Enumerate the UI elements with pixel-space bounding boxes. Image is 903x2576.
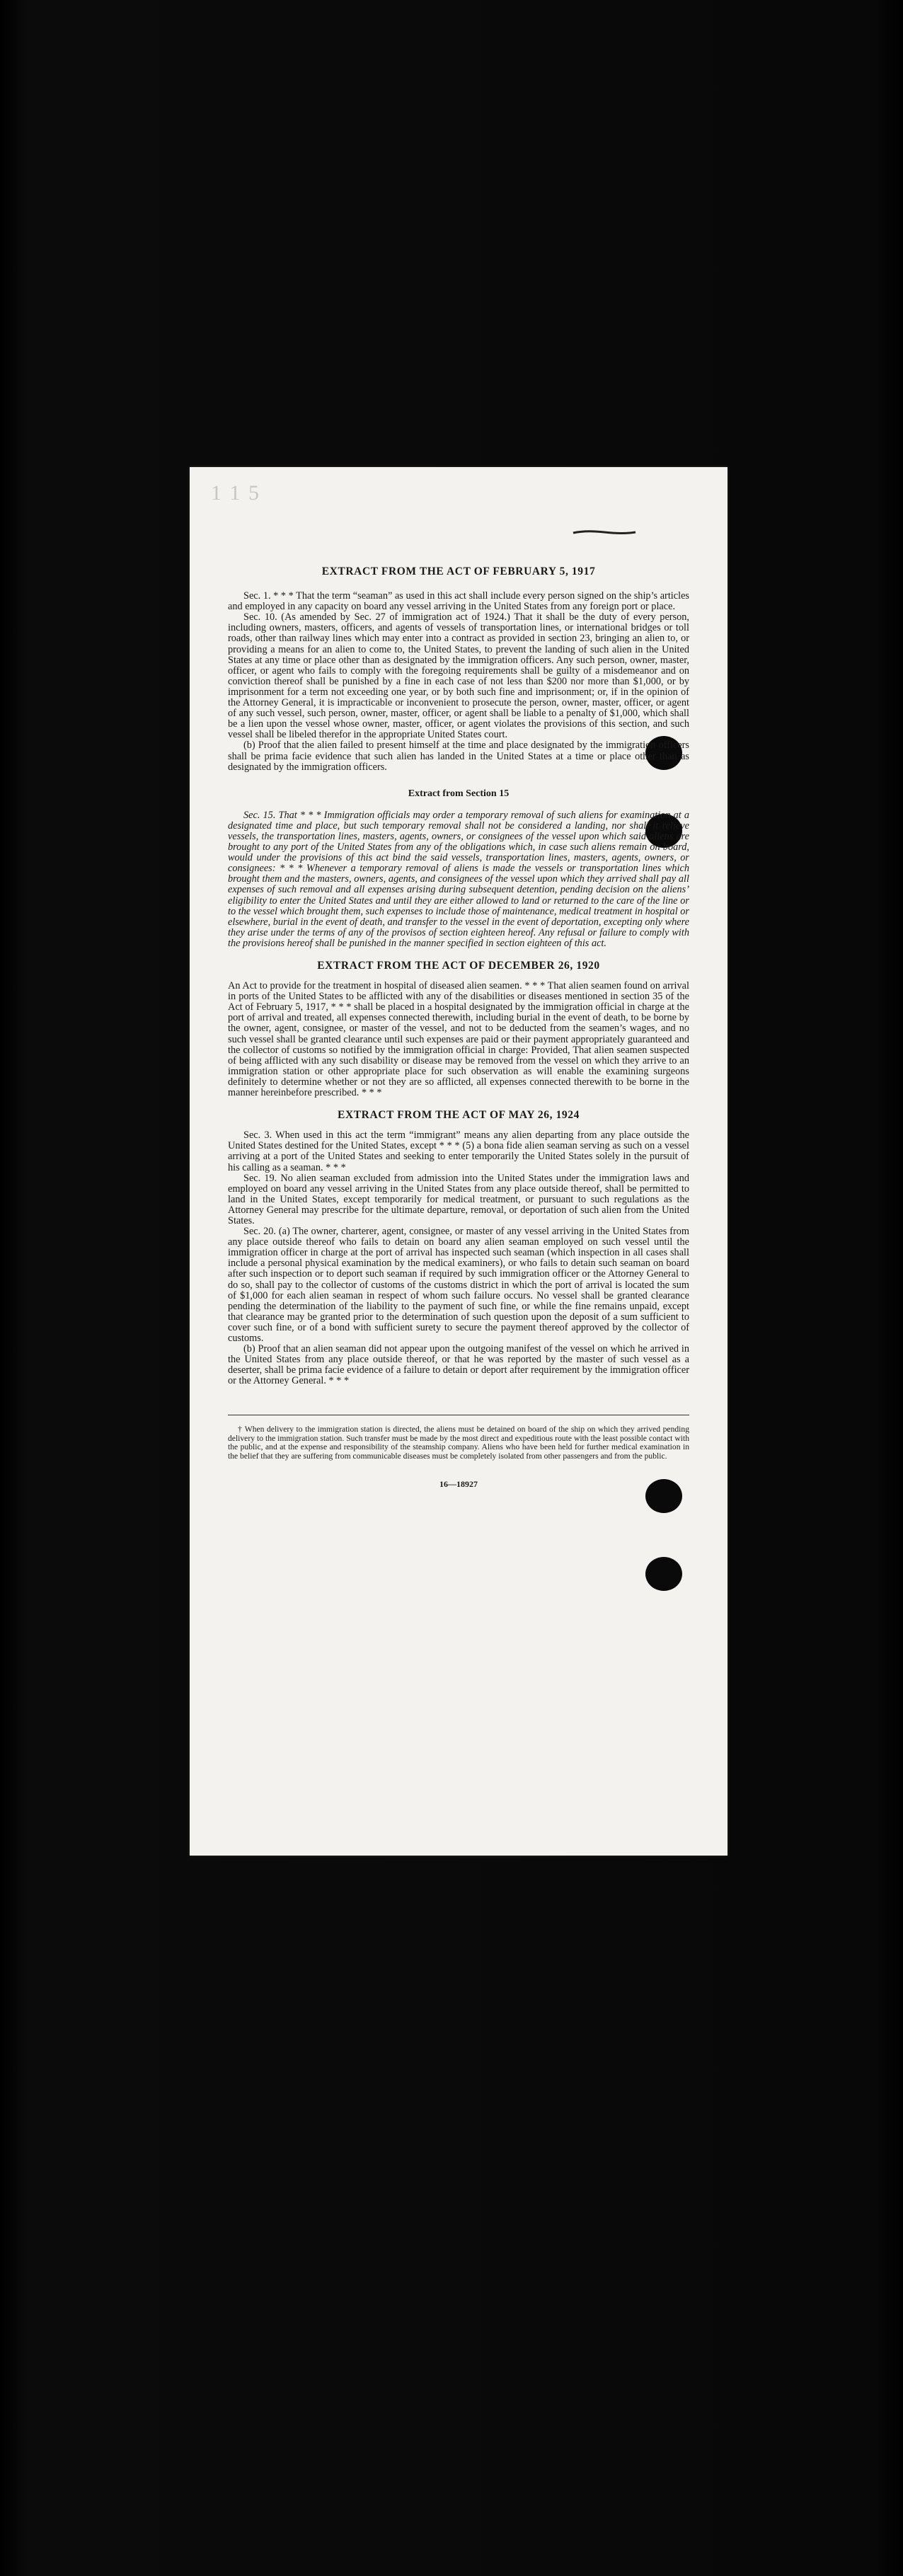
heading-act-1920: EXTRACT FROM THE ACT OF DECEMBER 26, 1920 [317,960,600,972]
section-20b-text: (b) Proof that an alien seaman did not appear upon the outgoing manifest of the vessel on which he arrived in the United States from any place outside thereof, or that he was reported by the master of such vessel as a deserter, shall be prima facie evidence of a failure to detain or deport after requirement by the immigration officer or the Attorney General. * * * [228,1343,689,1387]
heading-act-1924: EXTRACT FROM THE ACT OF MAY 26, 1924 [338,1109,580,1122]
corner-dash-mark [572,529,637,535]
section-1-text: Sec. 1. * * * That the term “seaman” as used in this act shall include every person signed on the ship’s articles and employed in any capacity on board any vessel arriving in the United States from any foreign port or place. [228,590,689,613]
document-body [228,566,689,1490]
heading-section-15: Extract from Section 15 [408,788,510,799]
act-1920-text: An Act to provide for the treatment in hospital of diseased alien seamen. * * * That alien seamen found on arrival in ports of the United States to be afflicted with any of the disabilities or diseases mentioned in section 35 of the Act of February 5, 1917, * * * shall be placed in a hospital designated by the immigration official in charge at the port of arrival and treated, all expenses connected therewith, including burial in the event of death, to be borne by the owner, agent, consignee, or master of the vessel, and not to be deducted from the seamen’s wages, and no such vessel shall be granted clearance until such expenses are paid or their payment appropriately guaranteed and the collector of customs so notified by the immigration official in charge: Provided, That alien seamen suspected of being afflicted with any such disability or disease may be removed from the vessel on which they arrive to an immigration station or other appropriate place for such observation as will enable the examining surgeons definitely to determine whether or not they are so afflicted, all expenses connected therewith to be borne in the manner hereinbefore prescribed. * * * [228,980,689,1099]
section-3-text: Sec. 3. When used in this act the term “immigrant” means any alien departing from any place outside the United States destined for the United States, except * * * (5) a bona fide alien seaman serving as such on a vessel arriving at a port of the United States and seeking to enter temporarily the United States solely in the pursuit of his calling as a seaman. * * * [228,1129,689,1173]
section-15-text: Sec. 15. That * * * Immigration officials may order a temporary removal of such aliens for examination at a designated time and place, but such temporary removal shall not be considered a landing, nor shall it relieve vessels, the transportation lines, masters, agents, owners, or consignees of the vessel upon which said aliens are brought to any port of the United States from any of the obligations which, in case such aliens remain on board, would under the provisions of this act bind the said vessels, transportation lines, masters, agents, owners, or consignees: * * * Whenever a temporary removal of aliens is made the vessels or transportation lines which brought them and the masters, owners, agents, and consignees of the vessel upon which they arrived shall pay all expenses of such removal and all expenses arising during subsequent detention, pending decision on the aliens’ eligibility to enter the United States and until they are either allowed to land or returned to the care of the line or to the vessel which brought them, such expenses to include those of maintenance, medical treatment in hospital or elsewhere, burial in the event of death, and transfer to the vessel in the event of deportation, excepting only where they arise under the terms of any of the provisos of section eighteen hereof. Any refusal or failure to comply with the provisions hereof shall be punished in the manner specified in section eighteen of this act. [228,809,689,949]
corner-pencil-mark: 1 1 5 [211,481,260,505]
footnote-text: † When delivery to the immigration station is directed, the aliens must be detained on board of the ship on which they arrived pending delivery to the immigration station. Such transfer must be made by the most direct and expeditious route with the least possible contact with the public, and at the expense and responsibility of the steamship company. Aliens who have been held for further medical examination in the belief that they are suffering from communicable diseases must be completely isolated from other passengers and from the public. [228,1425,689,1461]
heading-act-1917: EXTRACT FROM THE ACT OF FEBRUARY 5, 1917 [321,565,596,577]
section-20-text: Sec. 20. (a) The owner, charterer, agent, consignee, or master of any vessel arriving in the United States from any place outside thereof who fails to detain on board any alien seaman employed on such vessel until the immigration officer in charge at the port of arrival has inspected such seaman (which inspection in all cases shall include a personal physical examination by the medical examiners), or who fails to detain such seaman on board after such inspection or to deport such seaman if required by such immigration officer or the Attorney General to do so, shall pay to the collector of customs of the customs district in which the port of arrival is located the sum of $1,000 for each alien seaman in respect of whom such failure occurs. No vessel shall be granted clearance pending the determination of the liability to the payment of such fine, or while the fine remains unpaid, except that clearance may be granted prior to the determination of such question upon the deposit of a sum sufficient to cover such fine, or of a bond with sufficient surety to secure the payment thereof approved by the collector of customs. [228,1226,689,1344]
section-10-text: Sec. 10. (As amended by Sec. 27 of immigration act of 1924.) That it shall be the duty of every person, including owners, masters, officers, and agents of vessels of transportation lines, or international bridges or toll roads, other than railway lines which may enter into a contract as provided in section 23, bringing an alien to, or providing a means for an alien to come to, the United States, to prevent the landing of such alien in the United States at any time or place other than as designated by the immigration officers. Any such person, owner, master, officer, or agent who fails to comply with the foregoing requirements shall be guilty of a misdemeanor and on conviction thereof shall be punished by a fine in each case of not less than $200 nor more than $1,000, or by imprisonment for a term not exceeding one year, or by both such fine and imprisonment; or, if in the opinion of the Attorney General, it is impracticable or inconvenient to prosecute the person, owner, master, officer, or agent of any such vessel, such person, owner, master, officer, or agent shall be liable to a penalty of $1,000, which shall be a lien upon the vessel whose owner, master, officer, or agent violates the provisions of this section, and such vessel shall be libeled therefor in the appropriate United States court. [228,611,689,741]
footnote [228,1425,689,1461]
punch-hole-4 [645,1557,682,1591]
document-page [190,467,727,1856]
print-code: 16—18927 [439,1479,478,1490]
section-10b-text: (b) Proof that the alien failed to present himself at the time and place designated by the immigration officers shall be prima facie evidence that such alien has landed in the United States at a time or place other than as designated by the immigration officers. [228,740,689,773]
section-19-text: Sec. 19. No alien seaman excluded from admission into the United States under the immigration laws and employed on board any vessel arriving in the United States from any place outside thereof, shall be permitted to land in the United States, except temporarily for medical treatment, or pursuant to such regulations as the Attorney General may prescribe for the ultimate departure, removal, or deportation of such alien from the United States. [228,1172,689,1226]
